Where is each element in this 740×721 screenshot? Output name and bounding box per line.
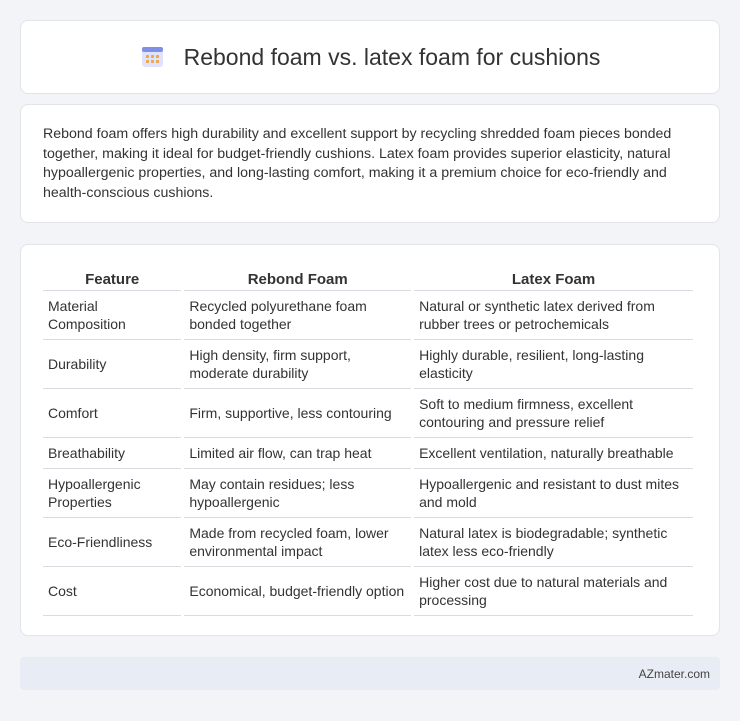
footer-bar [20, 657, 720, 690]
table-header-row [43, 265, 693, 291]
table-row [43, 567, 693, 616]
header-feature: Feature [43, 265, 181, 291]
latex-cell: Highly durable, resilient, long-lasting elasticity [414, 340, 693, 389]
rebond-cell: May contain residues; less hypoallergenic [184, 469, 411, 518]
rebond-cell: Firm, supportive, less contouring [184, 389, 411, 438]
table-row [43, 340, 693, 389]
title-card [20, 20, 720, 94]
title-wrap [140, 44, 601, 71]
latex-cell: Natural latex is biodegradable; synthetic latex less eco-friendly [414, 518, 693, 567]
calendar-icon [140, 44, 166, 70]
rebond-cell: Economical, budget-friendly option [184, 567, 411, 616]
rebond-cell: Limited air flow, can trap heat [184, 438, 411, 469]
intro-paragraph: Rebond foam offers high durability and excellent support by recycling shredded foam pieces bonded together, making it ideal for budget-friendly cushions. Latex foam provides superior elasticity, natural hypoallergenic properties, and long-lasting comfort, making it a premium choice for eco-friendly and health-conscious cushions. [43, 126, 672, 201]
latex-cell: Higher cost due to natural materials and processing [414, 567, 693, 616]
feature-cell: Material Composition [43, 291, 181, 340]
table-row [43, 389, 693, 438]
table-row [43, 518, 693, 567]
latex-cell: Hypoallergenic and resistant to dust mites and mold [414, 469, 693, 518]
intro-card [20, 104, 720, 223]
latex-cell: Natural or synthetic latex derived from rubber trees or petrochemicals [414, 291, 693, 340]
comparison-table [40, 265, 696, 616]
header-rebond-foam: Rebond Foam [184, 265, 411, 291]
header-latex-foam: Latex Foam [414, 265, 693, 291]
page-title: Rebond foam vs. latex foam for cushions [183, 43, 601, 70]
table-row [43, 469, 693, 518]
feature-cell: Hypoallergenic Properties [43, 469, 181, 518]
table-row [43, 291, 693, 340]
feature-cell: Durability [43, 340, 181, 389]
rebond-cell: Recycled polyurethane foam bonded together [184, 291, 411, 340]
feature-cell: Cost [43, 567, 181, 616]
comparison-card [20, 244, 720, 636]
rebond-cell: Made from recycled foam, lower environmental impact [184, 518, 411, 567]
feature-cell: Comfort [43, 389, 181, 438]
rebond-cell: High density, firm support, moderate durability [184, 340, 411, 389]
latex-cell: Soft to medium firmness, excellent contouring and pressure relief [414, 389, 693, 438]
footer-site-name[interactable]: AZmater.com [638, 666, 710, 681]
latex-cell: Excellent ventilation, naturally breathable [414, 438, 693, 469]
feature-cell: Breathability [43, 438, 181, 469]
feature-cell: Eco-Friendliness [43, 518, 181, 567]
table-row [43, 438, 693, 469]
